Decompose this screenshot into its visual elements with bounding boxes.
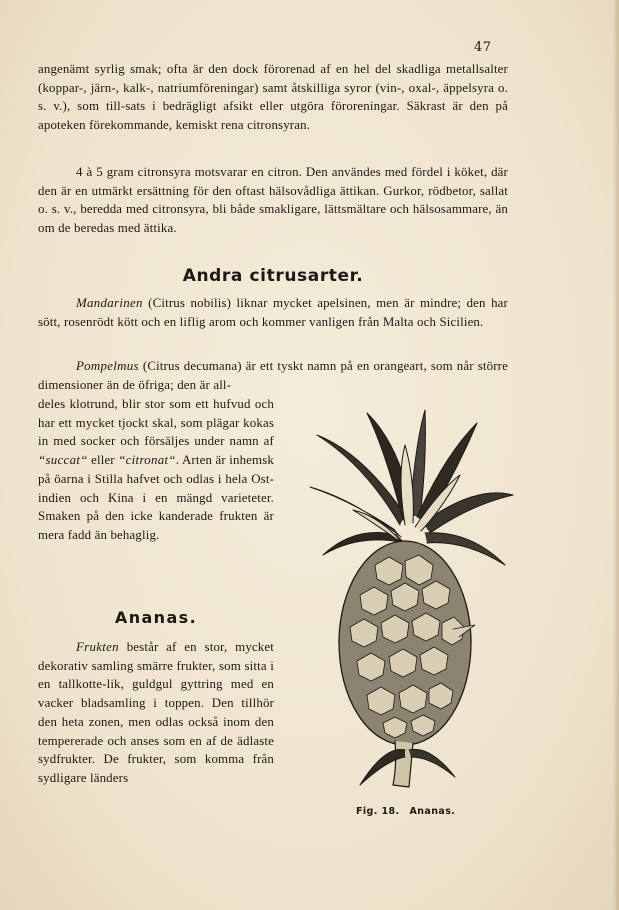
paragraph-ananas <box>38 638 274 788</box>
paragraph-pompelmus-narrow <box>38 395 274 545</box>
pompelmus-text-1: deles klotrund, blir stor som ett hufvud och har ett mycket tjockt skal, som plägar kokas in med socker och försäljes under namn af <box>38 397 274 449</box>
paragraph-mandarin <box>38 294 508 331</box>
paragraph-citric-usage: 4 à 5 gram citronsyra motsvarar en citron. Den användes med fördel i köket, där den är en utmärkt ersättning för den oftast hälsovådliga ättikan. Gurkor, rödbetor, sallat o. s. v., beredda med citronsyra, bli både smakligare, lättsmältare och hälsosammare, än om de beredas med ättika. <box>38 165 508 236</box>
pompelmus-text-2: . Arten är inhemsk på öarna i Stilla hafvet och odlas i hela Ost-indien och Kina i en mängd varieteter. Smaken på den icke kanderade frukten är mera fadd än behaglig. <box>38 453 274 542</box>
page-edge-shadow <box>613 0 619 910</box>
page-number: 47 <box>474 40 492 55</box>
heading-ananas: Ananas. <box>114 608 198 627</box>
lead-frukten: Frukten <box>76 640 119 654</box>
term-citronat: “citronat“ <box>118 453 176 468</box>
ananas-text: består af en stor, mycket dekorativ samling smärre frukter, som sitta i en tallkotte-lik, guldgul gyttring med en vacker bladsamling i toppen. Den tillhör den heta zonen, men odlas också inom den tempererade och anses som en af de ädlaste sydfrukter. De frukter, som komma från sydligare länders <box>38 640 274 785</box>
pompelmus-or: eller <box>87 453 119 468</box>
heading-other-citrus: Andra citrusarter. <box>182 266 364 286</box>
paragraph-citric-acid: angenämt syrlig smak; ofta är den dock förorenad af en hel del skadliga metallsalter (koppar-, järn-, kalk-, natriumföreningar) samt åtskilliga syror (vin-, oxal-, äppelsyra o. s. v.), som till-sats i bedrägligt afsikt eller utgöra föroreningar. Säkrast är den på apoteken förekommande, kemiskt rena citronsyran. <box>38 62 508 133</box>
lead-pompelmus: Pompelmus <box>76 359 139 373</box>
figure-caption <box>356 806 465 817</box>
pineapple-illustration-icon <box>305 405 520 800</box>
paragraph-pompelmus-wide <box>38 357 508 394</box>
mandarin-text: (Citrus nobilis) liknar mycket apelsinen, men är mindre; den har sött, rosenrödt kött och en liflig arom och kommer vanligen från Malta och Sicilien. <box>38 296 508 329</box>
figure-number: Fig. 18. <box>356 806 400 817</box>
lead-mandarin: Mandarinen <box>76 296 143 310</box>
figure-title: Ananas. <box>409 806 456 817</box>
term-succat: “succat“ <box>38 453 88 468</box>
pompelmus-text-wide: (Citrus decumana) är ett tyskt namn på en orangeart, som når större dimensioner än de öfriga; den är all- <box>38 359 508 392</box>
